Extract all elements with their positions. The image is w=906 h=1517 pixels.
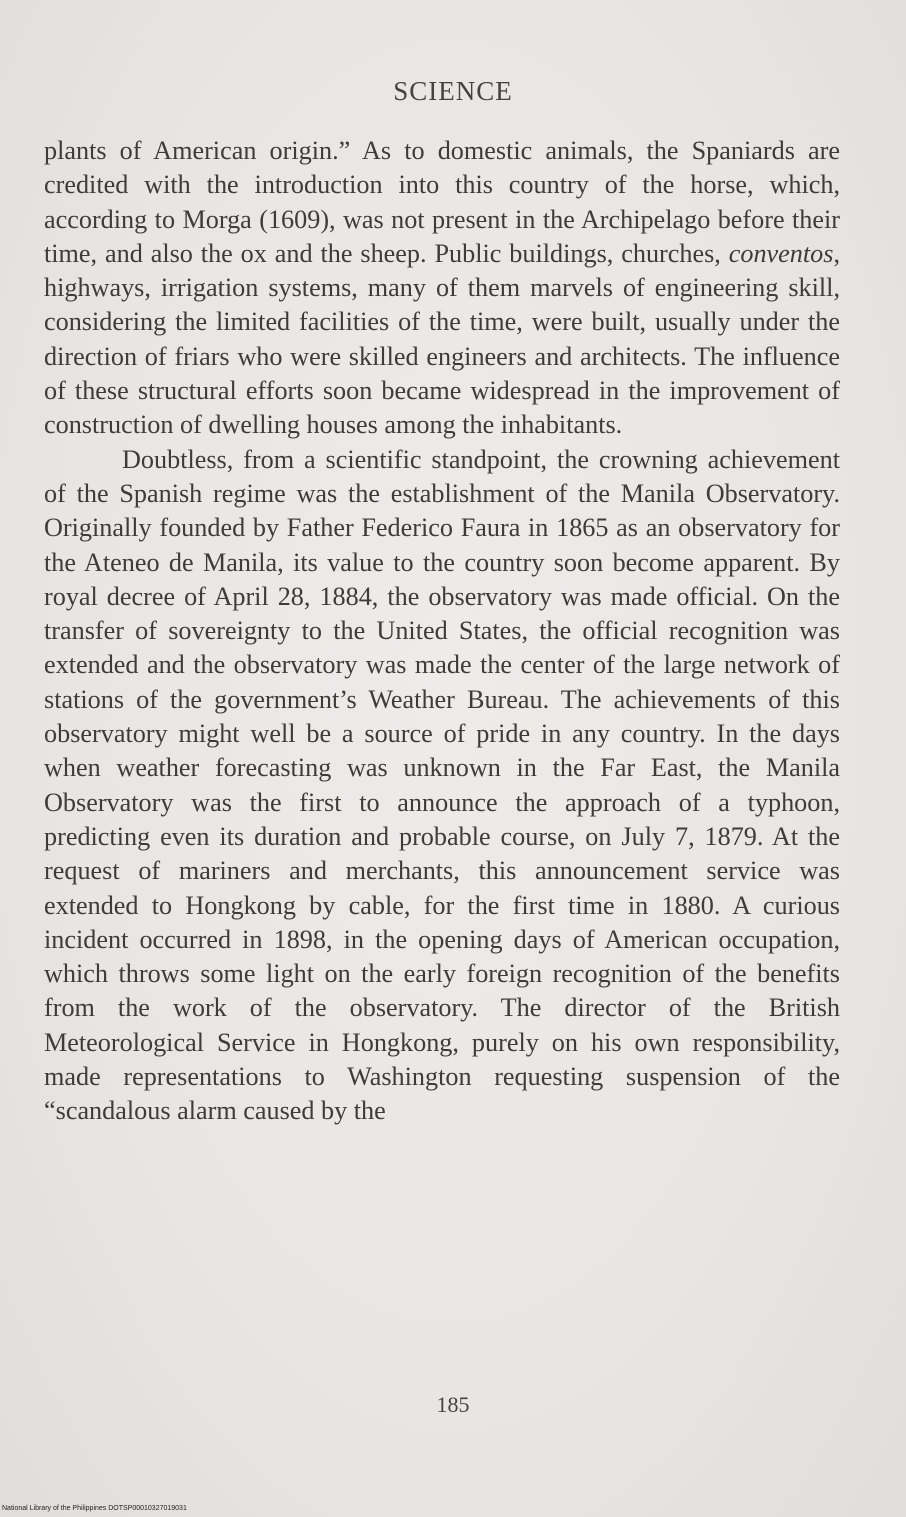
paragraph-1-text-b: , highways, irrigation systems, many of them marvels of engineering skill, considering the limited facilities of the time, were built, usually under the direction of friars who were skilled engineers and architects. The influence of these structural efforts soon became widespread in the improvement of construction of dwelling houses among the inhabitants. (44, 238, 840, 440)
paragraph-1-italic-term: conventos (728, 238, 834, 268)
running-head: SCIENCE (393, 76, 513, 106)
body-text (44, 134, 840, 1129)
paragraph-1 (44, 134, 840, 443)
scan-credit: National Library of the Philippines DOTSP00010327019031 (2, 1505, 187, 1512)
paragraph-2: Doubtless, from a scientific standpoint, the crowning achievement of the Spanish regime was the establishment of the Manila Observatory. Originally founded by Father Federico Faura in 1865 as an observatory for the Ateneo de Manila, its value to the country soon become apparent. By royal decree of April 28, 1884, the observatory was made official. On the transfer of sovereignty to the United States, the official recognition was extended and the observatory was made the center of the large network of stations of the government’s Weather Bureau. The achievements of this observatory might well be a source of pride in any country. In the days when weather forecasting was unknown in the Far East, the Manila Observatory was the first to announce the approach of a typhoon, predicting even its duration and probable course, on July 7, 1879. At the request of mariners and merchants, this announcement service was extended to Hongkong by cable, for the first time in 1880. A curious incident occurred in 1898, in the opening days of American occupation, which throws some light on the early foreign recognition of the benefits from the work of the observatory. The director of the British Meteorological Service in Hongkong, purely on his own responsibility, made representations to Washington requesting suspension of the “scandalous alarm caused by the (44, 444, 840, 1126)
page-number: 185 (436, 1392, 470, 1417)
paragraph-1-text-a: plants of American origin.” As to domestic animals, the Spaniards are credited with the introduction into this country of the horse, which, according to Morga (1609), was not present in the Archipelago before their time, and also the ox and the sheep. Public buildings, churches, (44, 136, 840, 268)
